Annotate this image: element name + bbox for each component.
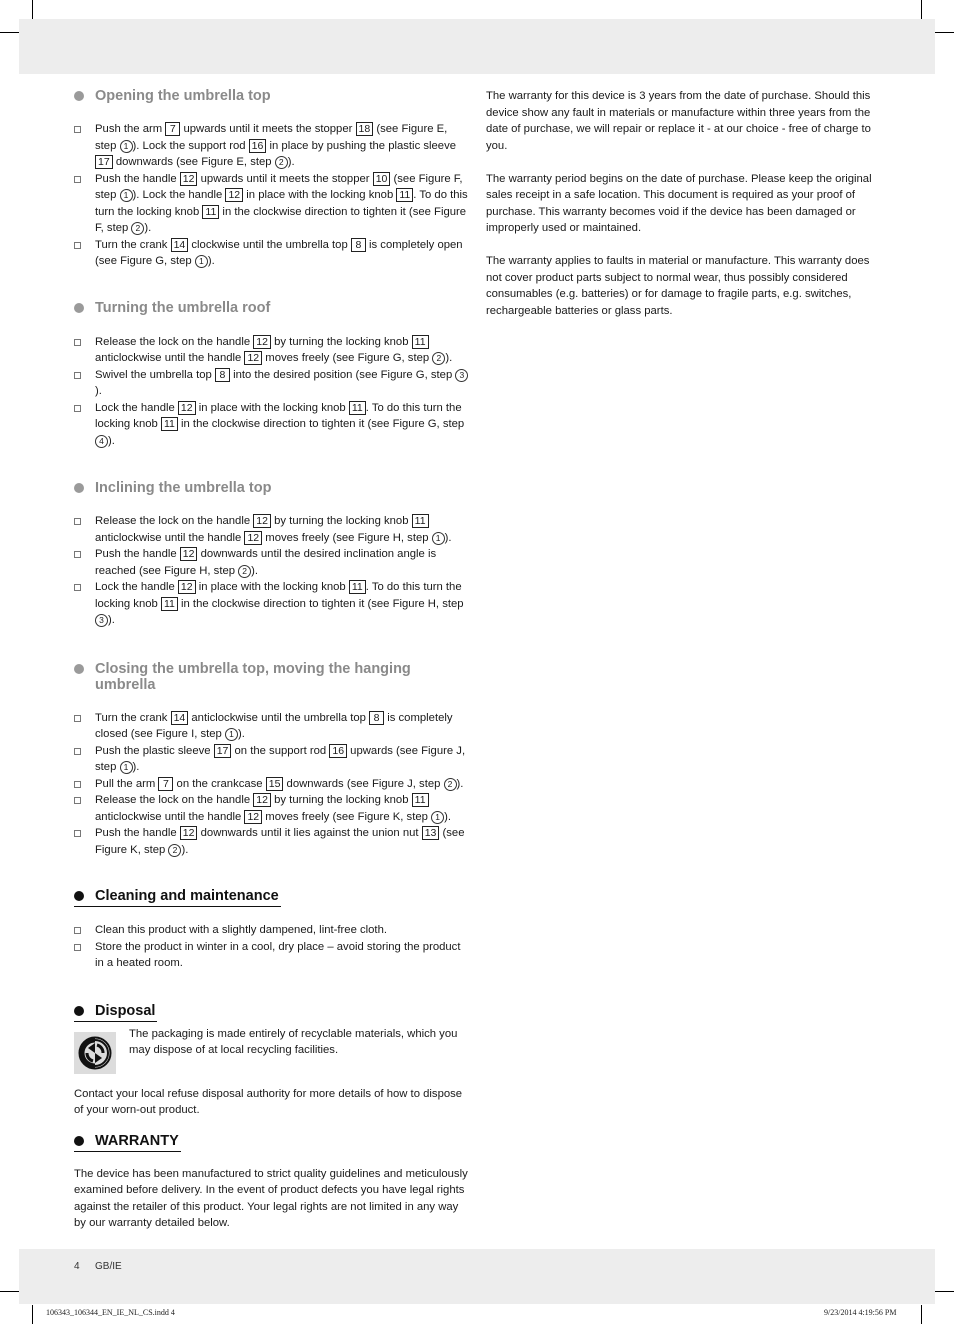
list-item: Push the handle 12 downwards until the desired inclination angle is reached (see Figure H, step 2 ).	[74, 546, 469, 579]
header-band	[19, 19, 935, 74]
crop-mark	[921, 0, 922, 19]
recycling-icon	[74, 1032, 116, 1074]
checkbox-icon	[74, 830, 81, 837]
checkbox-icon	[74, 584, 81, 591]
checkbox-icon	[74, 176, 81, 183]
step-list	[74, 922, 469, 972]
checkbox-icon	[74, 944, 81, 951]
checkbox-icon	[74, 339, 81, 346]
list-item: Clean this product with a slightly dampened, lint-free cloth.	[74, 922, 469, 939]
list-item: Turn the crank 14 clockwise until the umbrella top 8 is completely open (see Figure G, step 1 ).	[74, 237, 469, 270]
section-heading: Closing the umbrella top, moving the hanging umbrella	[74, 661, 469, 693]
list-item: Swivel the umbrella top 8 into the desired position (see Figure G, step 3).	[74, 367, 469, 400]
section-heading: Disposal	[74, 1003, 157, 1022]
section-heading: Cleaning and maintenance	[74, 888, 281, 907]
disposal-packaging	[74, 1027, 469, 1076]
checkbox-icon	[74, 781, 81, 788]
checkbox-icon	[74, 748, 81, 755]
timestamp-slug: 9/23/2014 4:19:56 PM	[824, 1308, 897, 1317]
checkbox-icon	[74, 797, 81, 804]
crop-mark	[32, 0, 33, 19]
bullet-dot-icon	[74, 1136, 84, 1146]
step-list	[74, 121, 469, 270]
list-item: Lock the handle 12 in place with the locking knob 11 . To do this turn the locking knob 11 in the clockwise direction to tighten it (see Figure H, step 3 ).	[74, 579, 469, 629]
disposal-packaging-text: The packaging is made entirely of recyclable materials, which you may dispose of at local recycling facilities.	[129, 1027, 458, 1056]
section-heading: Inclining the umbrella top	[74, 480, 469, 496]
checkbox-icon	[74, 372, 81, 379]
step-list	[74, 513, 469, 629]
list-item: Store the product in winter in a cool, dry place – avoid storing the product in a heated room.	[74, 939, 469, 972]
checkbox-icon	[74, 551, 81, 558]
step-list	[74, 334, 469, 450]
crop-mark	[0, 1291, 19, 1292]
crop-mark	[0, 32, 19, 33]
list-item: Release the lock on the handle 12 by turning the locking knob 11 anticlockwise until the handle 12 moves freely (see Figure G, step 2 ).	[74, 334, 469, 367]
section-heading: Turning the umbrella roof	[74, 300, 469, 316]
warranty-paragraph: The warranty for this device is 3 years from the date of purchase. Should this device show any fault in materials or manufacture within three years from the date of purchase, we will repair or replace it - at our choice - free of charge to you.	[486, 90, 871, 152]
left-column	[74, 88, 469, 1232]
list-item: Lock the handle 12 in place with the locking knob 11 . To do this turn the locking knob 11 in the clockwise direction to tighten it (see Figure G, step 4 ).	[74, 400, 469, 450]
page-number: 4	[74, 1261, 80, 1272]
right-column	[486, 88, 882, 319]
list-item: Turn the crank 14 anticlockwise until the umbrella top 8 is completely closed (see Figure I, step 1 ).	[74, 710, 469, 743]
bullet-dot-icon	[74, 91, 84, 101]
footer-band	[19, 1249, 935, 1304]
warranty-paragraph: The device has been manufactured to strict quality guidelines and meticulously examined before delivery. In the event of product defects you have legal rights against the retailer of this product. Your legal rights are not limited in any way by our warranty detailed below.	[74, 1167, 468, 1229]
crop-mark	[935, 1291, 954, 1292]
bullet-dot-icon	[74, 1006, 84, 1016]
crop-mark	[921, 1305, 922, 1324]
list-item: Pull the arm 7 on the crankcase 15 downwards (see Figure J, step 2 ).	[74, 776, 469, 793]
section-heading: WARRANTY	[74, 1133, 181, 1152]
warranty-paragraph: The warranty applies to faults in material or manufacture. This warranty does not cover product parts subject to normal wear, thus possibly considered consumables (e.g. batteries) or for damage to fragile parts, e.g. switches, rechargeable batteries or glass parts.	[486, 255, 870, 317]
checkbox-icon	[74, 405, 81, 412]
checkbox-icon	[74, 518, 81, 525]
bullet-dot-icon	[74, 483, 84, 493]
list-item: Push the handle 12 upwards until it meets the stopper 10 (see Figure F, step 1 ). Lock the handle 12 in place with the locking knob 11 . To do this turn the locking knob 11 in the clockwise direction to tighten it (see Figure F, step 2 ).	[74, 171, 469, 237]
bullet-dot-icon	[74, 891, 84, 901]
list-item: Push the plastic sleeve 17 on the support rod 16 upwards (see Figure J, step 1 ).	[74, 743, 469, 776]
list-item: Push the handle 12 downwards until it lies against the union nut 13 (see Figure K, step 2 ).	[74, 825, 469, 858]
green-dot-icon	[78, 1036, 112, 1070]
file-slug: 106343_106344_EN_IE_NL_CS.indd 4	[46, 1308, 175, 1317]
list-item: Push the arm 7 upwards until it meets the stopper 18 (see Figure E, step 1 ). Lock the support rod 16 in place by pushing the plastic sleeve 17 downwards (see Figure E, step 2 ).	[74, 121, 469, 171]
section-heading: Opening the umbrella top	[74, 88, 469, 104]
crop-mark	[32, 1305, 33, 1324]
step-list	[74, 710, 469, 859]
checkbox-icon	[74, 927, 81, 934]
list-item: Release the lock on the handle 12 by turning the locking knob 11 anticlockwise until the handle 12 moves freely (see Figure H, step 1 ).	[74, 513, 469, 546]
bullet-dot-icon	[74, 303, 84, 313]
crop-mark	[935, 32, 954, 33]
list-item: Release the lock on the handle 12 by turning the locking knob 11 anticlockwise until the handle 12 moves freely (see Figure K, step 1 ).	[74, 792, 469, 825]
checkbox-icon	[74, 126, 81, 133]
checkbox-icon	[74, 242, 81, 249]
checkbox-icon	[74, 715, 81, 722]
bullet-dot-icon	[74, 664, 84, 674]
warranty-paragraph: The warranty period begins on the date of purchase. Please keep the original sales receipt in a safe location. This document is required as your proof of purchase. This warranty becomes void if the device has been damaged or improperly used or maintained.	[486, 172, 872, 234]
disposal-contact-text: Contact your local refuse disposal authority for more details of how to dispose of your worn-out product.	[74, 1087, 463, 1116]
language-code: GB/IE	[95, 1261, 122, 1272]
